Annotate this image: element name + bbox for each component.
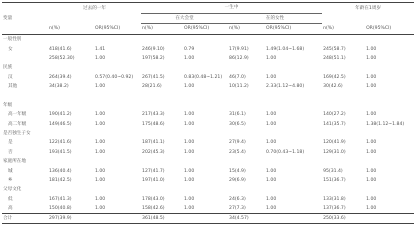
row-label: 一般性别 [3,37,22,43]
table-cell: 1.00 [366,74,377,80]
table-row [2,185,414,194]
total-cell [265,214,322,224]
table-cell: 1.00 [366,84,377,90]
total-cell: 361(48.5) [142,216,165,222]
row-label: 低 [8,196,13,202]
row-label: 家庭所在地 [3,159,26,165]
table-cell: 1.00 [266,121,277,127]
subheader-cell: n(%) [323,26,334,32]
table-cell [265,101,322,110]
row-label: 其他 [8,84,18,90]
table-cell: 2.33(1.12~4.80) [266,84,305,90]
table-cell: 1.00 [184,196,195,202]
table-cell: 15(4.9) [229,168,246,174]
table-cell [322,185,365,194]
table-cell: 151(36.7) [323,178,346,184]
table-cell [94,129,141,138]
table-cell: 0.79 [184,46,195,52]
subheader-cell: OR(95%CI) [184,26,210,32]
total-row [2,214,414,224]
table-row [2,176,414,185]
table-cell: 31(6.1) [229,112,246,118]
table-cell [228,129,265,138]
table-row [2,63,414,72]
row-label: 年级 [3,102,13,108]
row-label: 否 [8,149,13,155]
column-header-group-a: 过去的一年 [48,3,141,14]
column-header-group-b: 一生中 [141,3,322,14]
header-row-3 [2,24,414,35]
table-cell: 24(6.3) [229,196,246,202]
table-cell [48,101,94,110]
table-cell: 127(41.7) [142,168,165,174]
total-cell [94,214,141,224]
table-cell: 217(43.3) [142,112,165,118]
table-cell: 1.00 [184,178,195,184]
table-cell [228,35,265,45]
table-cell: 1.41 [95,46,106,52]
table-cell: 1.00 [266,74,277,80]
table-cell: 1.00 [366,46,377,52]
header-row-1 [2,3,414,14]
table-cell [183,129,228,138]
table-cell: 246(9.10) [142,46,165,52]
table-cell: 122(41.6) [49,140,72,146]
table-cell: 1.00 [184,149,195,155]
table-cell [48,129,94,138]
table-cell [365,129,414,138]
table-cell [322,101,365,110]
table-cell: 1.00 [95,84,106,90]
table-cell [265,91,322,100]
table-row [2,129,414,138]
table-cell: 1.00 [184,206,195,212]
table-row [2,204,414,214]
table-row [2,82,414,91]
table-cell: 178(43.0) [142,196,165,202]
table-cell [141,91,183,100]
table-cell [183,91,228,100]
table-cell [141,101,183,110]
table-cell: 1.00 [95,140,106,146]
total-cell: 34(4.57) [229,216,249,222]
table-row [2,148,414,157]
table-cell [141,157,183,166]
table-cell [228,157,265,166]
table-cell: 181(42.5) [49,178,72,184]
table-cell: 187(41.1) [142,140,165,146]
total-cell: 297(39.9) [49,216,72,222]
table-cell [365,35,414,45]
table-row [2,157,414,166]
table-cell: 0.70(0.43~1.18) [266,149,305,155]
table-row [2,73,414,82]
table-cell: 1.00 [266,112,277,118]
table-cell: 120(41.9) [323,140,346,146]
table-cell: 1.00 [366,149,377,155]
row-label: 汉 [8,74,13,80]
subheader-cell: n(%) [49,26,60,32]
table-cell: 1.00 [366,178,377,184]
table-row [2,166,414,175]
data-table [2,2,414,224]
table-cell [48,63,94,72]
table-cell: 1.00 [266,196,277,202]
table-cell: 1.00 [266,206,277,212]
row-label [2,91,48,100]
row-label: 民族 [3,65,13,71]
table-cell [265,157,322,166]
table-cell [94,101,141,110]
table-cell [322,157,365,166]
table-cell: 1.00 [366,140,377,146]
column-header-group-b-sub2: 在的女性 [228,14,322,24]
table-cell: 149(46.5) [49,121,72,127]
table-cell: 1.00 [95,168,106,174]
subheader-cell: n(%) [142,26,153,32]
table-cell: 1.00 [266,168,277,174]
table-cell: 27(9.4) [229,140,246,146]
table-cell: 1.00 [184,168,195,174]
table-cell: 193(41.5) [49,149,72,155]
table-cell: 1.00 [184,55,195,61]
column-header-group-b-sub1: 在大会堂 [141,14,228,24]
table-cell [141,35,183,45]
table-cell: 17(9.91) [229,46,249,52]
table-cell: 1.00 [95,206,106,212]
table-cell: 137(36.7) [323,206,346,212]
table-cell: 1.00 [366,55,377,61]
row-label: 父母文化 [3,187,22,193]
table-cell: 158(42.6) [142,206,165,212]
table-cell [365,91,414,100]
table-cell [141,185,183,194]
table-cell [365,157,414,166]
header-spacer-c [322,14,414,24]
table-cell: 1.00 [266,55,277,61]
table-cell: 1.00 [266,178,277,184]
table-cell [365,63,414,72]
table-cell: 34(38.2) [49,84,69,90]
table-cell: 418(41.6) [49,46,72,52]
table-cell: 29(6.9) [229,178,246,184]
row-label: 城 [8,168,13,174]
table-cell: 1.00 [184,112,195,118]
table-cell: 1.00 [95,178,106,184]
header-row-2 [2,14,414,24]
table-cell: 197(58.2) [142,55,165,61]
table-cell: 133(31.8) [323,196,346,202]
table-cell [48,35,94,45]
table-cell: 197(41.0) [142,178,165,184]
row-label: 女 [8,46,13,52]
column-header-variable: 变量 [2,3,48,35]
table-cell: 1.00 [184,140,195,146]
table-cell [365,101,414,110]
table-cell [322,63,365,72]
table-cell: 1.00 [366,206,377,212]
table-cell [183,63,228,72]
table-cell: 167(41.3) [49,196,72,202]
table-cell [48,185,94,194]
table-cell [141,63,183,72]
table-cell: 1.00 [184,84,195,90]
table-cell: 245(58.7) [323,46,346,52]
total-label: 合计 [3,216,13,222]
table-cell: 1.00 [366,168,377,174]
subheader-cell: n(%) [229,26,240,32]
total-cell: 250(33.6) [323,216,346,222]
total-cell [365,214,414,224]
table-cell [265,129,322,138]
table-cell [94,35,141,45]
table-cell [183,35,228,45]
subheader-cell: OR(95%CI) [366,26,392,32]
table-body [2,35,414,214]
table-cell: 1.00 [95,112,106,118]
header-spacer-a [48,14,141,24]
subheader-cell: OR(95%CI) [266,26,292,32]
table-cell: 258(52.30) [49,55,75,61]
table-cell [48,91,94,100]
table-row [2,120,414,129]
table-cell [94,63,141,72]
table-cell: 1.49(1.04~1.68) [266,46,305,52]
table-cell [228,63,265,72]
table-cell: 1.00 [95,121,106,127]
table-cell [265,185,322,194]
column-header-group-c: 年龄在1周岁 [322,3,414,14]
table-cell: 30(6.5) [229,121,246,127]
table-cell: 1.00 [184,121,195,127]
table-cell [183,101,228,110]
table-cell [322,129,365,138]
table-cell [322,91,365,100]
table-cell [141,129,183,138]
table-cell: 1.00 [95,55,106,61]
table-cell: 46(7.0) [229,74,246,80]
table-row [2,91,414,100]
table-cell [228,185,265,194]
table-row [2,44,414,53]
row-label: 高二年级 [8,121,27,127]
table-cell: 1.00 [95,196,106,202]
table-cell: 141(35.7) [323,121,346,127]
total-cell [183,214,228,224]
row-label: 高 [8,206,13,212]
table-cell: 95(31.4) [323,168,343,174]
row-label: 是否独生子女 [3,131,31,137]
table-cell: 1.00 [366,196,377,202]
table-cell: 140(27.2) [323,112,346,118]
table-cell: 150(40.8) [49,206,72,212]
row-label: 高一年级 [8,112,27,118]
table-cell: 10(11.2) [229,84,249,90]
table-cell: 1.38(1.12~1.84) [366,121,405,127]
table-cell [228,101,265,110]
table-cell: 23(5.4) [229,149,246,155]
table-cell: 248(51.1) [323,55,346,61]
table-cell: 0.57(0.40~0.92) [95,74,134,80]
table-cell: 0.83(0.48~1.21) [184,74,223,80]
subheader-cell: OR(95%CI) [95,26,121,32]
table-cell: 136(40.4) [49,168,72,174]
table-cell [94,157,141,166]
table-row [2,101,414,110]
table-cell: 30(42.6) [323,84,343,90]
table-cell: 1.00 [95,149,106,155]
table-cell: 190(41.2) [49,112,72,118]
table-cell: 169(42.5) [323,74,346,80]
table-cell [228,91,265,100]
table-cell: 27(7.3) [229,206,246,212]
table-row [2,138,414,147]
table-cell [94,185,141,194]
table-cell [265,63,322,72]
table-row [2,110,414,119]
row-label: 乡 [8,178,13,184]
table-row [2,195,414,204]
table-cell [183,185,228,194]
table-cell [183,157,228,166]
table-cell: 175(48.6) [142,121,165,127]
table-cell: 86(12.9) [229,55,249,61]
table-cell [94,91,141,100]
table-cell: 264(39.4) [49,74,72,80]
table-cell: 1.00 [266,140,277,146]
row-label [2,54,48,63]
row-label: 是 [8,140,13,146]
table-cell: 202(45.3) [142,149,165,155]
table-cell: 1.00 [366,112,377,118]
table-row [2,54,414,63]
table-cell: 267(41.5) [142,74,165,80]
table-cell [48,157,94,166]
table-cell: 129(31.0) [323,149,346,155]
table-cell [265,35,322,45]
table-cell: 28(21.6) [142,84,162,90]
table-cell [365,185,414,194]
table-cell [322,35,365,45]
table-row [2,35,414,45]
